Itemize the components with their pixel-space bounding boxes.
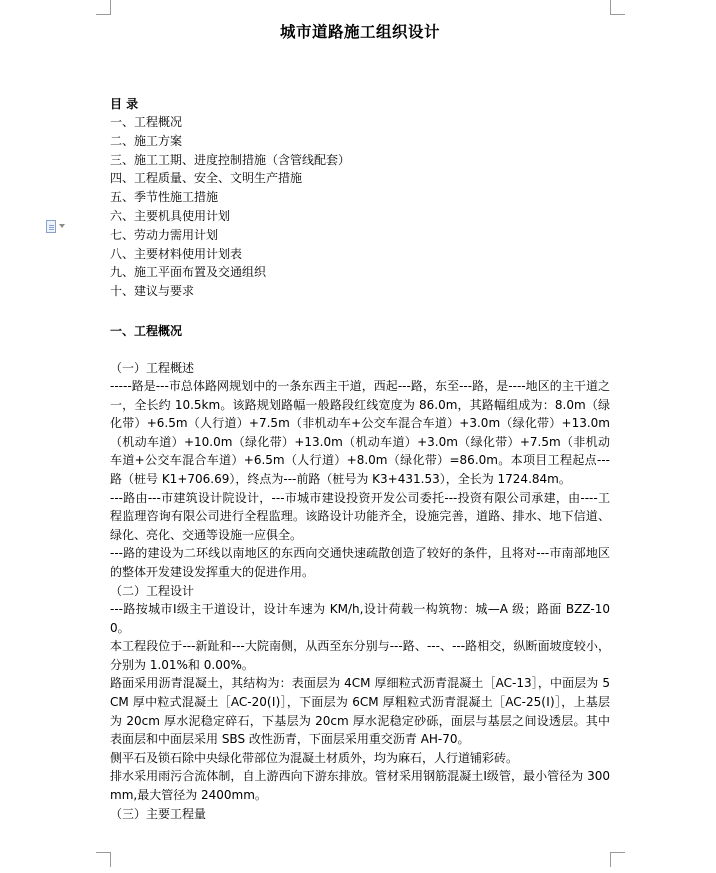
toc-item: 九、施工平面布置及交通组织 — [110, 265, 267, 280]
body-paragraph: ---路由---市建筑设计院设计，---市城市建设投资开发公司委托---投资有限公司承建，由----工程监理咨询有限公司进行全程监理。该路设计功能齐全，设施完善，道路、排水、地下信道、绿化、亮化、交通等设施一应俱全。 — [110, 490, 610, 542]
section-heading: 一、工程概况 — [110, 323, 183, 338]
toc-item: 二、施工方案 — [110, 133, 183, 148]
page-corner-mark-top-left — [96, 0, 111, 15]
document-icon — [46, 220, 56, 233]
table-of-contents — [110, 113, 610, 301]
body-paragraph: 本工程段位于---新趾和---大院南侧，从西至东分别与---路、---、---路相交，纵断面坡度较小，分别为 1.01%和 0.00%。 — [110, 639, 610, 672]
document-title: 城市道路施工组织设计 — [279, 23, 440, 41]
document-page — [110, 12, 610, 823]
chevron-down-icon — [59, 224, 65, 228]
toc-item: 四、工程质量、安全、文明生产措施 — [110, 171, 303, 186]
page-corner-mark-bottom-left — [96, 852, 111, 867]
body-paragraph: 排水采用雨污合流体制，自上游西向下游东排放。管材采用钢筋混凝土Ⅰ级管，最小管径为 300mm,最大管径为 2400mm。 — [110, 769, 610, 803]
body-paragraph: ---路的建设为二环线以南地区的东西向交通快速疏散创造了较好的条件，且将对---市南部地区的整体开发建设发挥重大的促进作用。 — [110, 546, 610, 579]
page-corner-mark-bottom-right — [610, 852, 625, 867]
body-paragraph: 侧平石及锁石除中央绿化带部位为混凝土材质外，均为麻石，人行道铺彩砖。 — [110, 750, 519, 765]
body-paragraph: ---路按城市Ⅰ级主干道设计，设计车速为 KM/h,设计荷载一构筑物：城—A 级；路面 BZZ-100。 — [110, 602, 610, 635]
toc-item: 六、主要机具使用计划 — [110, 208, 231, 223]
subsection-heading: （二）工程设计 — [110, 583, 195, 598]
body-paragraph: -----路是---市总体路网规划中的一条东西主干道，西起---路，东至---路，是----地区的主干道之一，全长约 10.5km。该路规划路幅一般路段红线宽度为 86.0m，其路幅组成为：8.0m（绿化带）+6.5m（人行道）+7.5m（非机动车+公交车混合车道）+3.0m（绿化带）+13.0m（机动车道）+10.0m（绿化带）+13.0m（机动车道）+3.0m（绿化带）+7.5m（非机动车道+公交车混合车道）+6.5m（人行道）+8.0m（绿化带）=86.0m。本项目工程起点---路（桩号 K1+706.69），终点为---前路（桩号为 K3+431.53），全长为 1724.84m。 — [110, 378, 610, 486]
subsection-heading: （一）工程概述 — [110, 360, 195, 375]
paragraph-options-button[interactable] — [46, 218, 74, 234]
toc-item: 八、主要材料使用计划表 — [110, 246, 243, 261]
toc-item: 一、工程概况 — [110, 115, 183, 129]
body-paragraph: 路面采用沥青混凝土，其结构为：表面层为 4CM 厚细粒式沥青混凝土［AC-13］，中面层为 5CM 厚中粒式混凝土［AC-20(Ⅰ)］，下面层为 6CM 厚粗粒式沥青混凝土［AC-25(Ⅰ)］，上基层为 20cm 厚水泥稳定碎石，下基层为 20cm 厚水泥稳定砂砾，面层与基层之间设透层。其中表面层和中面层采用 SBS 改性沥青，下面层采用重交沥青 AH-70。 — [110, 676, 610, 747]
page-corner-mark-top-right — [610, 0, 625, 15]
toc-item: 三、施工工期、进度控制措施（含管线配套） — [110, 152, 351, 167]
toc-item: 五、季节性施工措施 — [110, 190, 219, 205]
toc-heading: 目 录 — [110, 97, 139, 111]
toc-item: 七、劳动力需用计划 — [110, 227, 219, 242]
toc-item: 十、建议与要求 — [110, 284, 195, 299]
subsection-heading: （三）主要工程量 — [110, 806, 207, 821]
